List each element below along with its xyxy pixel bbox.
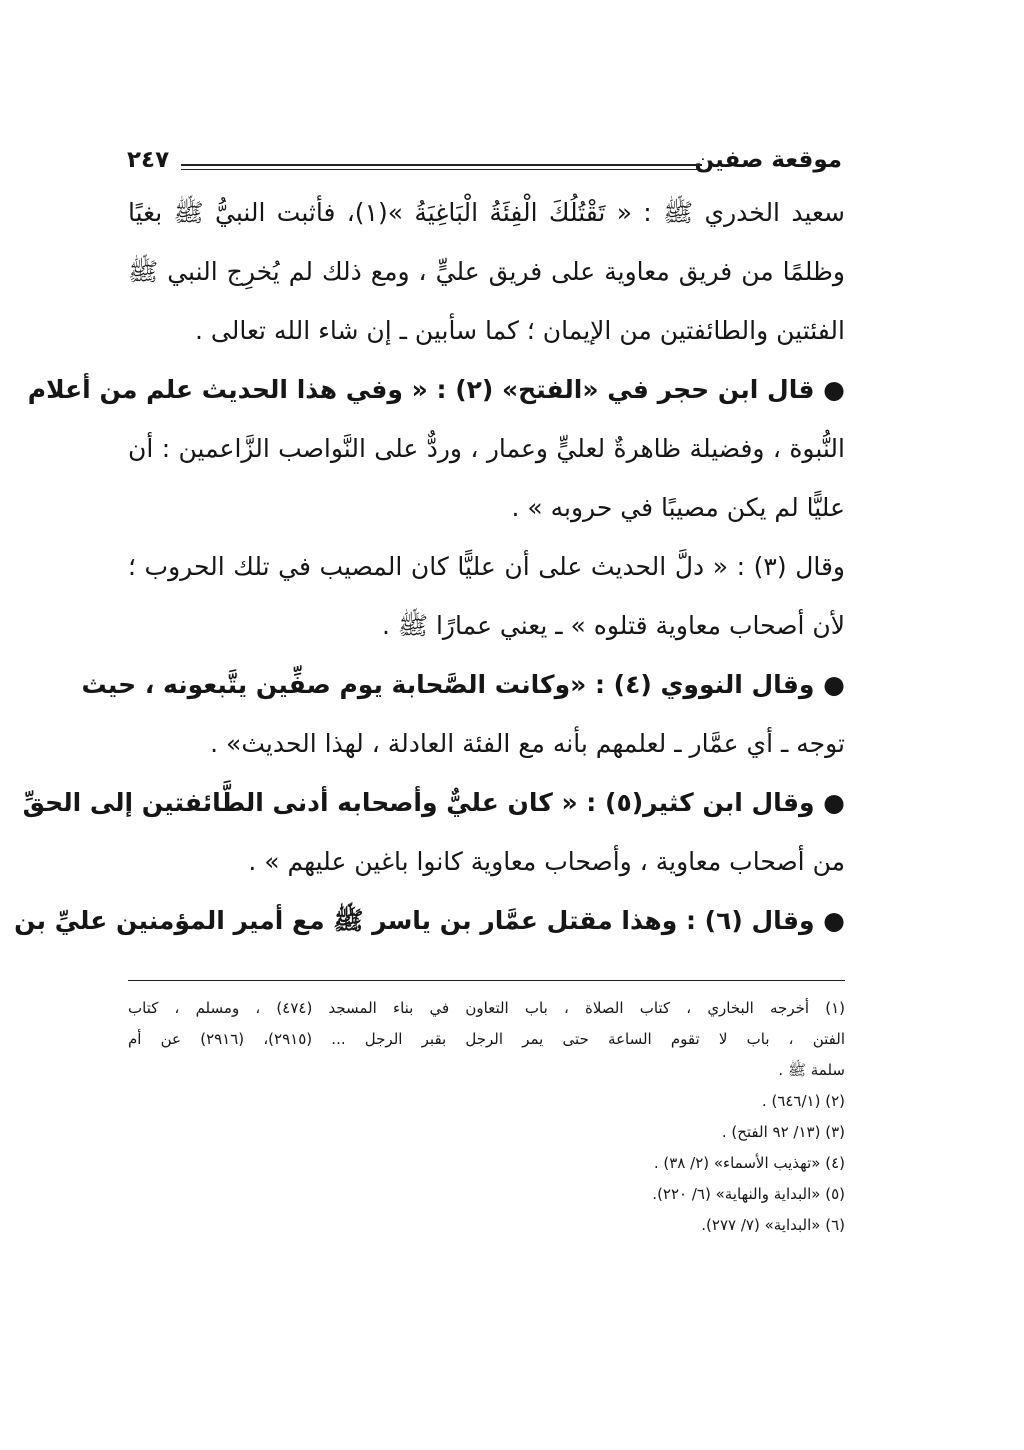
footnote-line: سلمة ﷺ . — [778, 1061, 845, 1079]
footnote-line: الفتن ، باب لا تقوم الساعة حتى يمر الرجل بقبر الرجل ... (٢٩١٥)، (٢٩١٦) عن أم — [128, 1030, 845, 1048]
footnote-line: (٣) (١٣/ ٩٢ الفتح) . — [721, 1123, 845, 1141]
main-text-line: الفئتين والطائفتين من الإيمان ؛ كما سأبين ـ إن شاء الله تعالى . — [195, 316, 845, 345]
main-text-line: لأن أصحاب معاوية قتلوه » ـ يعني عمارًا ﷺ . — [381, 611, 845, 640]
page-header — [127, 149, 842, 179]
footnotes — [128, 994, 845, 1304]
main-text-line: عليًّا لم يكن مصيبًا في حروبه » . — [511, 493, 845, 522]
page-title: موقعة صفين — [694, 147, 842, 173]
main-text-line: سعيد الخدري ﷺ : « تَقْتُلُكَ الْفِئَةُ الْبَاغِيَةُ »(١)، فأثبت النبيُّ ﷺ بغيًا — [128, 198, 845, 227]
main-text-line: وقال (٣) : « دلَّ الحديث على أن عليًّا كان المصيب في تلك الحروب ؛ — [128, 552, 846, 581]
footnote-line: (٥) «البداية والنهاية» (٦/ ٢٢٠). — [652, 1185, 845, 1203]
main-text-line: ● وقال النووي (٤) : «وكانت الصَّحابة يوم صفِّين يتَّبعونه ، حيث — [81, 670, 845, 699]
footnote-line: (٤) «تهذيب الأسماء» (٢/ ٣٨) . — [653, 1154, 845, 1172]
main-text-line: النُّبوة ، وفضيلة ظاهرةٌ لعليٍّ وعمار ، وردٌّ على النَّواصب الزَّاعمين : أن — [128, 434, 845, 463]
main-text-line: ● وقال (٦) : وهذا مقتل عمَّار بن ياسر ﷺ مع أمير المؤمنين عليِّ بن — [14, 906, 845, 935]
footnote-line: (١) أخرجه البخاري ، كتاب الصلاة ، باب التعاون في بناء المسجد (٤٧٤) ، ومسلم ، كتاب — [128, 999, 846, 1017]
page-number: ٢٤٧ — [127, 147, 170, 173]
main-text-line: ● قال ابن حجر في «الفتح» (٢) : « وفي هذا الحديث علم من أعلام — [27, 375, 845, 404]
footnote-line: (٦) «البداية» (٧/ ٢٧٧). — [701, 1216, 845, 1234]
footnote-rule — [128, 980, 845, 981]
main-text-line: ● وقال ابن كثير(٥) : « كان عليٌّ وأصحابه أدنى الطَّائفتين إلى الحقِّ — [22, 788, 845, 817]
main-text — [14, 190, 846, 980]
main-text-line: توجه ـ أي عمَّار ـ لعلمهم بأنه مع الفئة العادلة ، لهذا الحديث» . — [210, 729, 845, 758]
main-text-line: وظلمًا من فريق معاوية على فريق عليٍّ ، ومع ذلك لم يُخرِج النبي ﷺ — [128, 257, 845, 286]
footnote-line: (٢) (٦٤٦/١) . — [761, 1092, 845, 1110]
main-text-line: من أصحاب معاوية ، وأصحاب معاوية كانوا باغين عليهم » . — [248, 847, 845, 876]
header-rule — [181, 164, 702, 170]
